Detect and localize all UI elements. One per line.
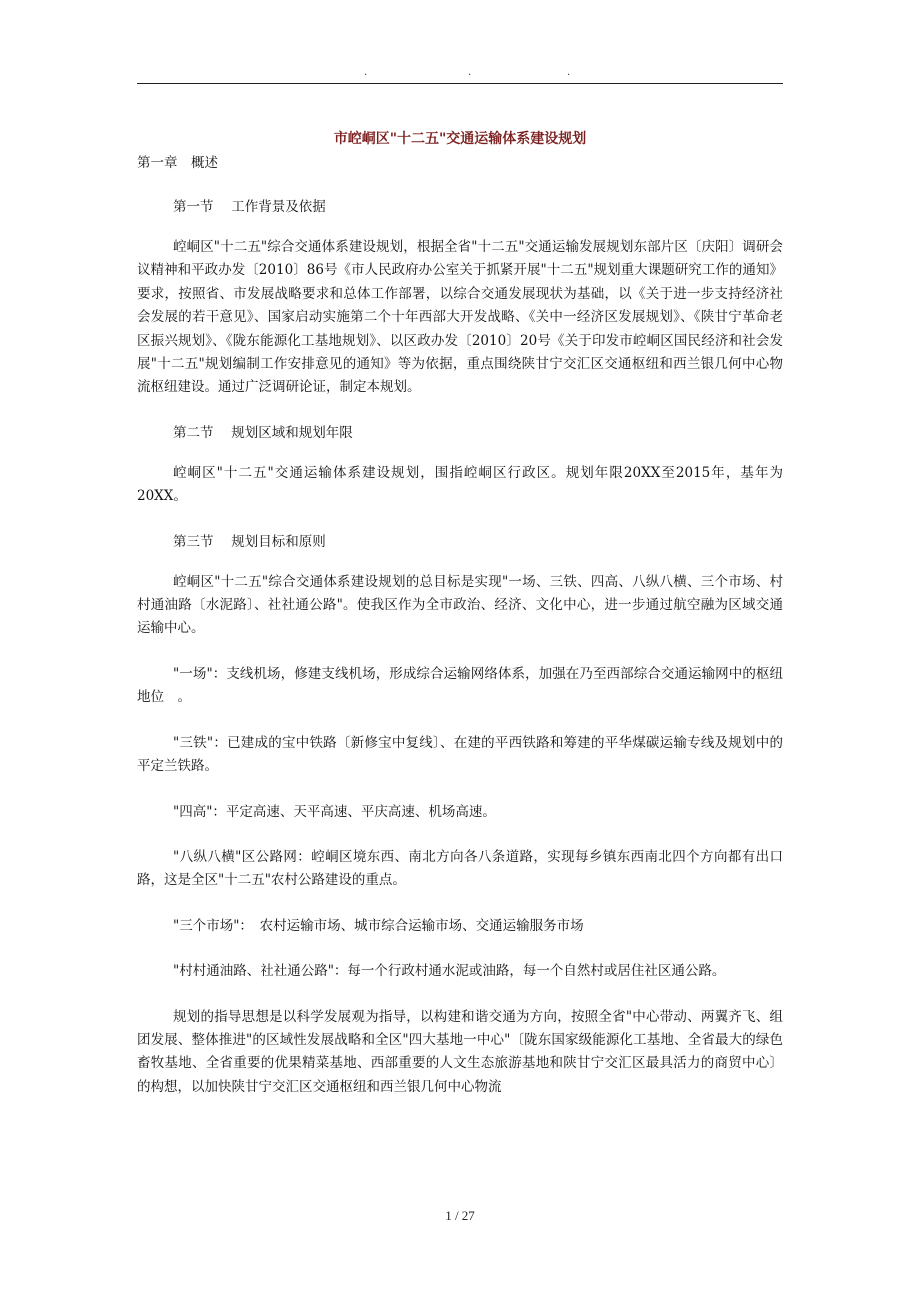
- paragraph: "四高"：平定高速、天平高速、平庆高速、机场高速。: [173, 803, 496, 820]
- section-heading: 第二节 规划区域和规划年限: [173, 424, 353, 441]
- chapter-heading: 第一章 概述: [137, 155, 218, 171]
- header-dot: .: [567, 67, 571, 78]
- document-title: 市崆峒区"十二五"交通运输体系建设规划: [333, 131, 587, 147]
- paragraph: 崆峒区"十二五"综合交通体系建设规划，根据全省"十二五"交通运输发展规划东部片区〔庆阳〕调研会议精神和平政办发〔2010〕86号《市人民政府办公室关于抓紧开展"十二五"规划重大课题研究工作的通知》要求，按照省、市发展战略要求和总体工作部署，以综合交通发展现状为基础，以《关于进一步支持经济社会发展的若干意见》、国家启动实施第二个十年西部大开发战略、《关中一经济区发展规划》、《陕甘宁革命老区振兴规划》、《陇东能源化工基地规划》、以区政办发〔2010〕20号《关于印发市崆峒区国民经济和社会发展"十二五"规划编制工作安排意见的通知》等为依据，重点围绕陕甘宁交汇区交通枢纽和西兰银几何中心物流枢纽建设。通过广泛调研论证，制定本规划。: [137, 239, 783, 396]
- header-dot: .: [364, 67, 368, 78]
- paragraph: 规划的指导思想是以科学发展观为指导，以构建和谐交通为方向，按照全省"中心带动、两翼齐飞、组团发展、整体推进"的区域性发展战略和全区"四大基地一中心"〔陇东国家级能源化工基地、全省最大的绿色畜牧基地、全省重要的优果精菜基地、西部重要的人文生态旅游基地和陕甘宁交汇区最具活力的商贸中心〕的构想，以加快陕甘宁交汇区交通枢纽和西兰银几何中心物流: [137, 1008, 783, 1095]
- section-heading: 第三节 规划目标和原则: [173, 533, 326, 550]
- paragraph: "八纵八横"区公路网：崆峒区境东西、南北方向各八条道路，实现每乡镇东西南北四个方向都有出口路，这是全区"十二五"农村公路建设的重点。: [137, 848, 783, 889]
- paragraph: "三个市场"： 农村运输市场、城市综合运输市场、交通运输服务市场: [173, 917, 584, 934]
- paragraph: "村村通油路、社社通公路"：每一个行政村通水泥或油路，每一个自然村或居住社区通公路。: [173, 963, 726, 980]
- document-page: [137, 112, 783, 1099]
- section-heading: 第一节 工作背景及依据: [173, 199, 326, 215]
- paragraph: "一场"：支线机场，修建支线机场，形成综合运输网络体系，加强在乃至西部综合交通运输网中的枢纽地位 。: [137, 665, 783, 706]
- header-dot: .: [468, 67, 472, 78]
- paragraph: 崆峒区"十二五"综合交通体系建设规划的总目标是实现"一场、三铁、四高、八纵八横、三个市场、村村通油路〔水泥路〕、社社通公路"。使我区作为全市政治、经济、文化中心，进一步通过航空融为区域交通运输中心。: [137, 573, 783, 637]
- header-dots: [137, 66, 783, 80]
- header-rule: [137, 83, 783, 84]
- paragraph: "三铁"：已建成的宝中铁路〔新修宝中复线〕、在建的平西铁路和筹建的平华煤碳运输专线及规划中的平定兰铁路。: [137, 734, 783, 775]
- page-number: 1 / 27: [445, 1208, 475, 1223]
- paragraph: 崆峒区"十二五"交通运输体系建设规划，围指崆峒区行政区。规划年限20XX至2015年，基年为20XX。: [137, 464, 783, 505]
